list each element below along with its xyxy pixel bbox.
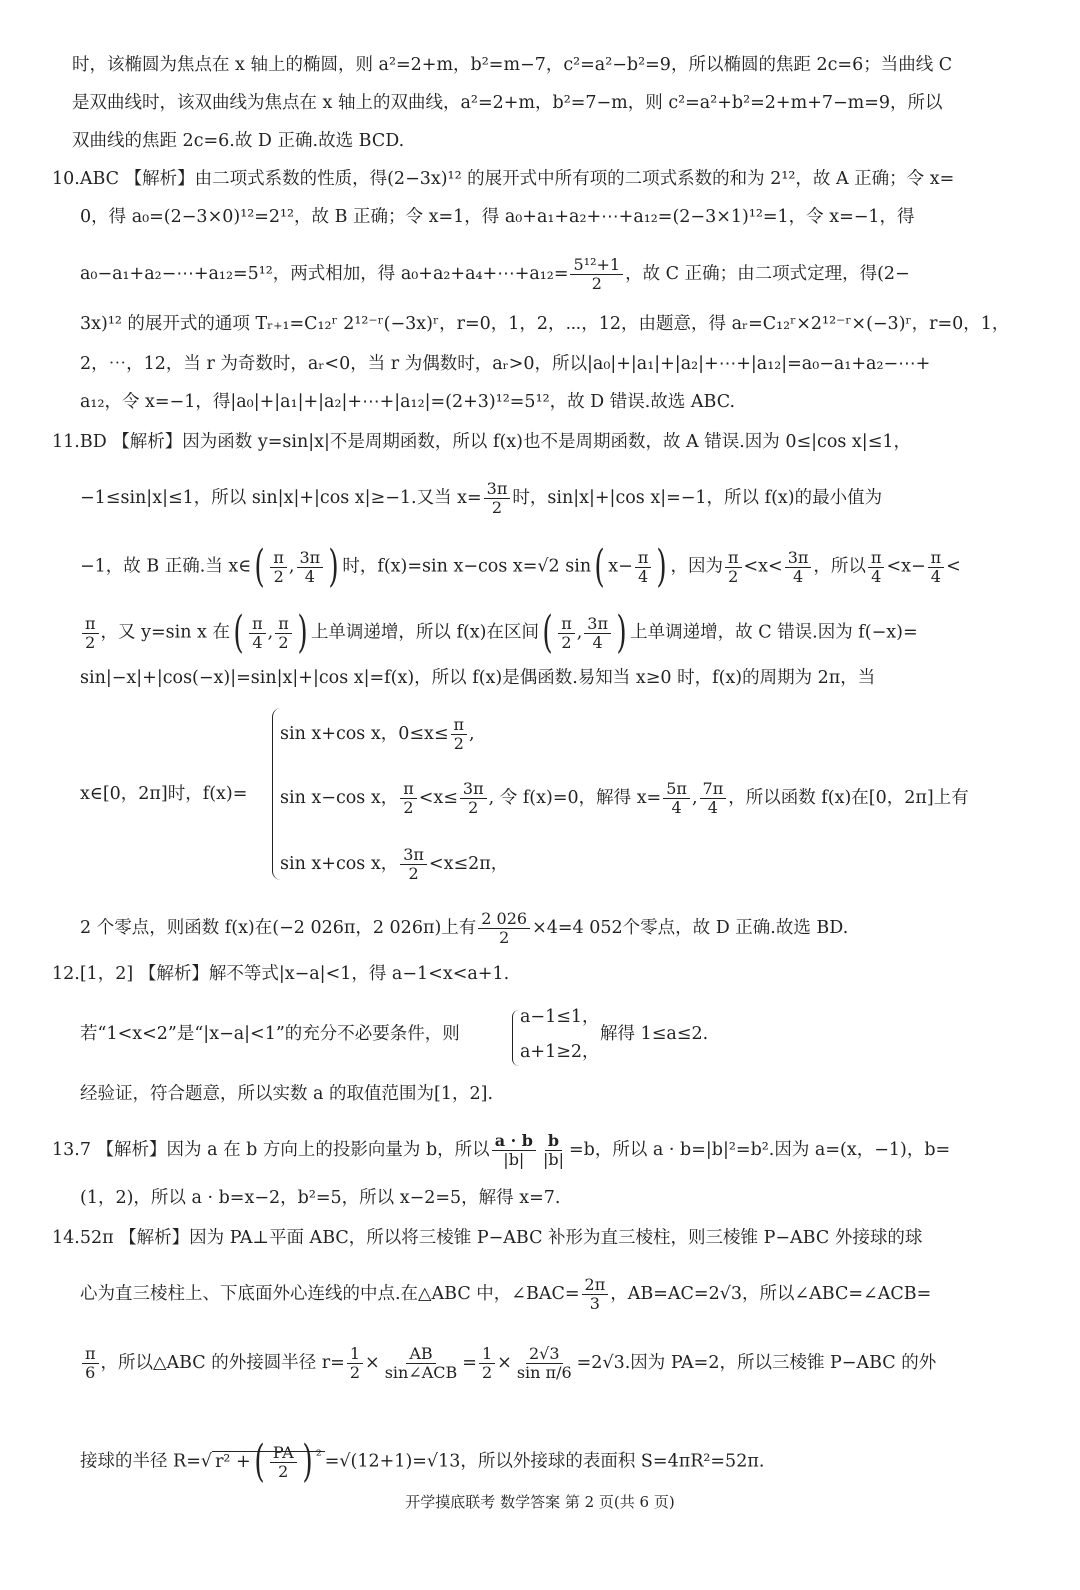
q10-line-4: 3x)¹² 的展开式的通项 Tᵣ₊₁=C₁₂ʳ 2¹²⁻ʳ(−3x)ʳ，r=0，1，2，⋯，12，由题意，得 aᵣ=C₁₂ʳ×2¹²⁻ʳ×(−3)ʳ，r=0，1， [80,314,1010,334]
fraction: $\frac{\pi}{4}$ [249,615,266,652]
q11-text: < [946,556,961,577]
q11-piecewise-lead: x∈[0，2π]时，f(x)= [80,784,248,804]
page-footer: 开学摸底联考 数学答案 第 2 页(共 6 页) [405,1493,675,1511]
q11-text: 上单调递增，所以 f(x)在区间 [310,622,540,643]
q11-line-7: 2 个零点，则函数 f(x)在(−2 026π，2 026π)上有 $\frac{2 026}{2}$ ×4=4 052个零点，故 D 正确.故选 BD. [80,909,849,947]
q10-line-2: 0，得 a₀=(2−3×0)¹²=2¹²，故 B 正确；令 x=1，得 a₀+a₁+a₂+⋯+a₁₂=(2−3×1)¹²=1，令 x=−1，得 [80,207,915,227]
fraction: $\frac{\pi}{2}$ [400,780,417,817]
q14-line-2: 心为直三棱柱上、下底面外心连线的中点.在△ABC 中，∠BAC= $\frac{2\pi}{3}$ ，AB=AC=2√3，所以∠ABC=∠ACB= [80,1275,932,1313]
fraction: $\frac{\pi}{2}$ [82,615,99,652]
q12-line-1: 12.[1，2] 【解析】解不等式|x−a|<1，得 a−1<x<a+1. [52,964,510,984]
q14-line-1: 14.52π 【解析】因为 PA⊥平面 ABC，所以将三棱锥 P−ABC 补形为直三棱柱，则三棱锥 P−ABC 外接球的球 [52,1228,923,1248]
q11-line-2 [80,480,882,517]
system-brace [512,1010,519,1066]
fraction: AB sin∠ACB [384,1344,458,1382]
q11-text: 令 f(x)=0，解得 x= [499,787,662,808]
fraction: $\frac{\pi}{2}$ [725,549,742,586]
fraction: $\frac{1}{2}$ [479,1345,495,1382]
q10-text-b: ，故 C 正确；由二项式定理，得(2− [625,263,910,284]
fraction: $\frac{b}{|b|}$ [542,1131,564,1169]
q12-line-2b: 解得 1≤a≤2. [600,1024,709,1044]
q13-line-1: 13.7 【解析】因为 a 在 b 方向上的投影向量为 b，所以 $\frac{a \cdot b}{|b|}$ $\frac{b}{|b|}$ =b，所以 a · b=|b|²=b².因为 a=(x，−1)，b= [52,1131,951,1169]
q13-line-2: (1，2)，所以 a · b=x−2，b²=5，所以 x−2=5，解得 x=7. [80,1188,561,1208]
fraction: $\frac{PA}{2}$ [270,1444,297,1481]
fraction: $\frac{2 026}{2}$ [478,910,530,947]
q11-line-5: sin|−x|+|cos(−x)|=sin|x|+|cos x|=f(x)，所以 f(x)是偶函数.易知当 x≥0 时，f(x)的周期为 2π，当 [80,668,876,688]
fraction: $\frac{2\pi}{3}$ [582,1276,609,1313]
q12-line-3: 经验证，符合题意，所以实数 a 的取值范围为[1，2]. [80,1084,494,1104]
q10-line-3 [80,256,910,293]
q11-line-1: 11.BD 【解析】因为函数 y=sin|x|不是周期函数，所以 f(x)也不是周期函数，故 A 错误.因为 0≤|cos x|≤1， [52,432,911,452]
case-2: sin x−cos x， $\frac{\pi}{2}$ <x≤ $\frac{3\pi}{2}$ , 令 f(x)=0，解得 x= $\frac{5\pi}{4}$ , $\frac{7\pi}{4}$ ，所以函数 f(x)在[0，2π]上有 [280,779,969,817]
q10-text-a: a₀−a₁+a₂−⋯+a₁₂=5¹²，两式相加，得 a₀+a₂+a₄+⋯+a₁₂= [80,263,569,284]
fraction: $\frac{3\pi}{4}$ [584,615,611,652]
system-row-1: a−1≤1， [520,1007,600,1027]
q10-line-1: 10.ABC 【解析】由二项式系数的性质，得(2−3x)¹² 的展开式中所有项的二项式系数的和为 2¹²，故 A 正确；令 x= [52,169,955,189]
q14-line-4: 接球的半径 R=√ r² +( $\frac{PA}{2}$ ) $^{^2}$ =√(12+1)=√13，所以外接球的表面积 S=4πR²=52π. [80,1436,765,1487]
fraction: $\frac{\pi}{2}$ [275,615,292,652]
q10-line-6: a₁₂，令 x=−1，得|a₀|+|a₁|+|a₂|+⋯+|a₁₂|=(2+3)¹²=5¹²，故 D 错误.故选 ABC. [80,392,736,412]
q11-line-3: −1，故 B 正确.当 x∈( $\frac{\pi}{2}$ , $\frac{3\pi}{4}$ ) 时，f(x)=sin x−cos x=√2 sin( x− $\frac{\pi}{4}$ ) ，因为 $\frac{\pi}{2}$ <x< $\frac{3\pi}{4}$ ，所以 $\frac{\pi}{4}$ <x− $\frac{\pi}{4}$ < [80,541,961,592]
fraction: $\frac{3\pi}{2}$ [400,846,427,883]
fraction: $\frac{\pi}{2}$ [270,549,287,586]
fraction: $\frac{\pi}{4}$ [635,549,652,586]
fraction: $\frac{3\pi}{2}$ [460,780,487,817]
fraction: $\frac{\pi}{4}$ [928,549,945,586]
q11-text: ，所以 [813,556,866,577]
q11-text: ，又 y=sin x 在 [100,622,230,643]
fraction: $\frac{7\pi}{4}$ [700,780,727,817]
q11-text-b: 时，sin|x|+|cos x|=−1，所以 f(x)的最小值为 [512,487,883,508]
fraction: $\frac{\pi}{6}$ [82,1345,99,1382]
fraction: $\frac{\pi}{4}$ [868,549,885,586]
q12-line-2: 若“1<x<2”是“|x−a|<1”的充分不必要条件，则 [80,1024,460,1044]
q11-text: ，因为 [670,556,723,577]
fraction: $\frac{\pi}{2}$ [451,716,468,753]
case-1: sin x+cos x，0≤x≤ $\frac{\pi}{2}$ , [280,715,475,753]
q11-text-a: −1≤sin|x|≤1，所以 sin|x|+|cos x|≥−1.又当 x= [80,487,482,508]
line-03: 双曲线的焦距 2c=6.故 D 正确.故选 BCD. [72,131,405,151]
q11-text: <x− [886,556,926,577]
line-02: 是双曲线时，该双曲线为焦点在 x 轴上的双曲线，a²=2+m，b²=7−m，则 c²=a²+b²=2+m+7−m=9，所以 [72,93,943,113]
fraction: $\frac{\pi}{2}$ [558,615,575,652]
q11-text: −1，故 B 正确.当 x∈ [80,556,252,577]
system-row-2: a+1≥2， [520,1042,600,1062]
fraction: $\frac{3\pi}{4}$ [785,549,812,586]
q11-text: ，所以函数 f(x)在[0，2π]上有 [728,787,969,808]
fraction: $\frac{2√3}{\text{sin π/6}}$ [516,1344,572,1382]
fraction: $\frac{\text{5¹²+1}}{2}$ [570,256,623,293]
fraction: $\frac{a \cdot b}{|b|}$ [492,1132,536,1169]
fraction: $\frac{1}{2}$ [347,1345,363,1382]
case-3: sin x+cos x， $\frac{3\pi}{2}$ <x≤2π， [280,845,509,883]
q14-line-3: $\frac{\pi}{6}$ ，所以△ABC 的外接圆半径 r= $\frac{1}{2}$ × AB sin∠ACB = $\frac{1}{2}$ × $\frac{2√3}{\text{sin π/6}}$ =2√3.因为 PA=2，所以三棱锥 P−ABC 的外 [80,1345,936,1382]
line-01: 时，该椭圆为焦点在 x 轴上的椭圆，则 a²=2+m，b²=m−7，c²=a²−b²=9，所以椭圆的焦距 2c=6；当曲线 C [72,55,953,75]
fraction: $\frac{5\pi}{4}$ [663,780,690,817]
fraction: $\frac{3\pi}{2}$ [484,480,511,517]
q11-line-4: $\frac{\pi}{2}$ ，又 y=sin x 在( $\frac{\pi}{4}$ , $\frac{\pi}{2}$ ) 上单调递增，所以 f(x)在区间( $\frac{\pi}{2}$ , $\frac{3\pi}{4}$ ) 上单调递增，故 C 错误.因为 f(−x)= [80,611,918,655]
q11-text: <x< [743,556,783,577]
fraction: $\frac{3\pi}{4}$ [297,549,324,586]
q11-text: 时，f(x)=sin x−cos x=√2 sin [342,556,592,577]
q10-line-5: 2，⋯，12，当 r 为奇数时，aᵣ<0，当 r 为偶数时，aᵣ>0，所以|a₀|+|a₁|+|a₂|+⋯+|a₁₂|=a₀−a₁+a₂−⋯+ [80,354,931,374]
radical: √ r² +( $\frac{PA}{2}$ ) $^{^2}$ [201,1440,325,1484]
q11-text: 上单调递增，故 C 错误.因为 f(−x)= [630,622,918,643]
